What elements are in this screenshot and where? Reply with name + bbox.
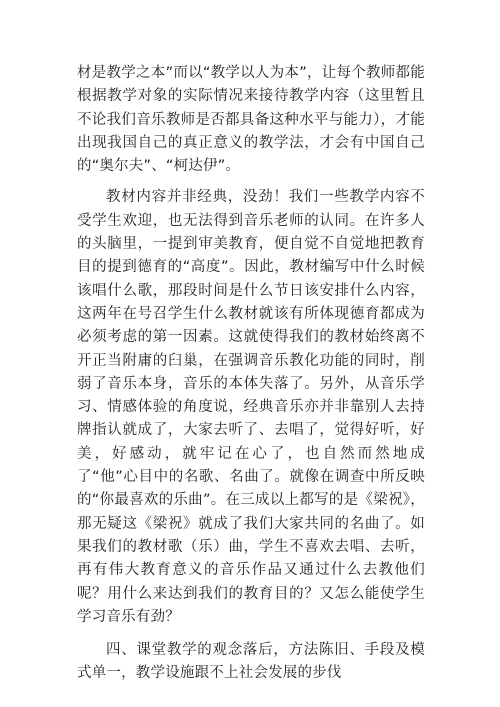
paragraph-continuation: 材是教学之本”而以“教学以人为本”，让每个教师都能根据教学对象的实际情况来接待教学内容（这里暂且不论我们音乐教师是否都具备这种水平与能力），才能出现我国自己的真正意义的教学法，才会有中国自己的“奥尔夫”、“柯达伊”。 — [77, 65, 425, 175]
document-page — [77, 62, 425, 686]
section-heading-four: 四、课堂教学的观念落后，方法陈旧、手段及模式单一，教学设施跟不上社会发展的步伐 — [77, 642, 425, 682]
paragraph-teaching-content: 教材内容并非经典，没劲！我们一些教学内容不受学生欢迎，也无法得到音乐老师的认同。在许多人的头脑里，一提到审美教育，便自觉不自觉地把教育目的提到德育的“高度”。因此，教材编写中什么时候该唱什么歌，那段时间是什么节日该安排什么内容，这两年在号召学生什么教材就该有所体现德育都成为必须考虑的第一因素。这就使得我们的教材始终离不开正当附庸的臼巢，在强调音乐教化功能的同时，削弱了音乐本身，音乐的本体失落了。另外，从音乐学习、情感体验的角度说，经典音乐亦并非靠别人去持牌指认就成了，大家去听了、去唱了，觉得好听，好美，好感动，就牢记在心了，也自然而然地成了“他”心目中的名歌、名曲了。就像在调查中所反映的“你最喜欢的乐曲”。在三成以上都写的是《梁祝》，那无疑这《梁祝》就成了我们大家共同的名曲了。如果我们的教材歌（乐）曲，学生不喜欢去唱、去听，再有伟大教育意义的音乐作品又通过什么去教他们呢？用什么来达到我们的教育目的？又怎么能使学生学习音乐有劲？ — [77, 189, 425, 625]
